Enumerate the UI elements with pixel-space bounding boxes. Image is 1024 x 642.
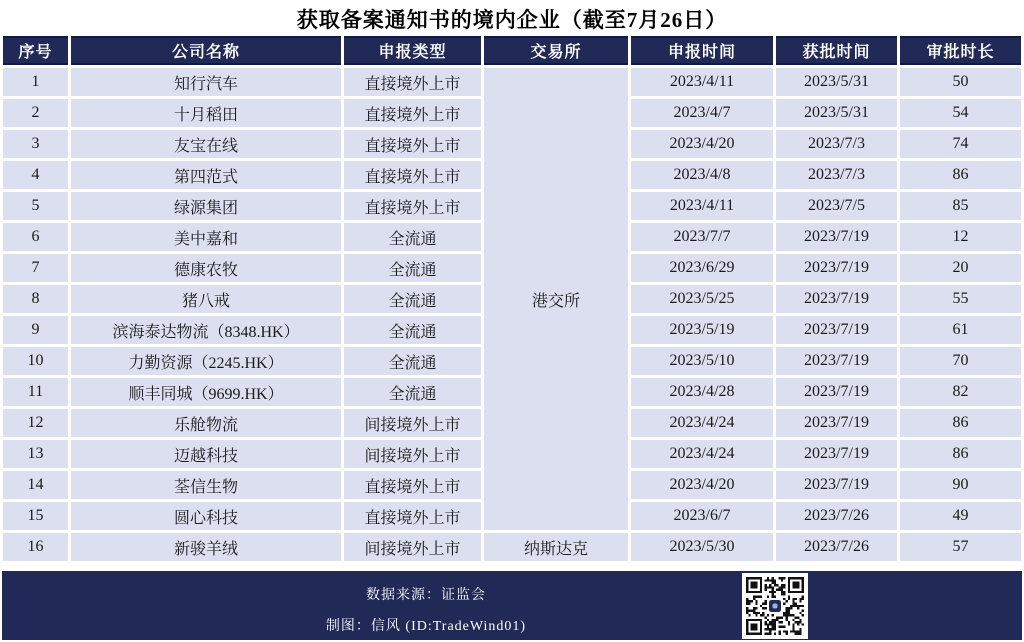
companies-table bbox=[0, 33, 1024, 564]
cell-index: 14 bbox=[3, 471, 68, 499]
cell-company: 迈越科技 bbox=[71, 440, 341, 468]
cell-duration: 86 bbox=[900, 440, 1021, 468]
cell-filed: 2023/4/8 bbox=[631, 161, 773, 189]
cell-company: 圆心科技 bbox=[71, 502, 341, 530]
data-source-label: 数据来源：证监会 bbox=[366, 588, 486, 603]
table-body bbox=[3, 68, 1021, 561]
cell-type: 直接境外上市 bbox=[344, 130, 481, 158]
cell-company: 荃信生物 bbox=[71, 471, 341, 499]
cell-company: 友宝在线 bbox=[71, 130, 341, 158]
cell-duration: 55 bbox=[900, 285, 1021, 313]
cell-company: 猪八戒 bbox=[71, 285, 341, 313]
cell-duration: 70 bbox=[900, 347, 1021, 375]
cell-index: 11 bbox=[3, 378, 68, 406]
cell-company: 美中嘉和 bbox=[71, 223, 341, 251]
col-header-index: 序号 bbox=[3, 36, 68, 65]
cell-type: 全流通 bbox=[344, 223, 481, 251]
cell-index: 9 bbox=[3, 316, 68, 344]
cell-type: 直接境外上市 bbox=[344, 161, 481, 189]
cell-index: 3 bbox=[3, 130, 68, 158]
cell-approved: 2023/7/19 bbox=[776, 285, 897, 313]
cell-company: 乐舱物流 bbox=[71, 409, 341, 437]
cell-index: 2 bbox=[3, 99, 68, 127]
cell-filed: 2023/5/10 bbox=[631, 347, 773, 375]
cell-type: 直接境外上市 bbox=[344, 99, 481, 127]
col-header-company: 公司名称 bbox=[71, 36, 341, 65]
cell-filed: 2023/5/30 bbox=[631, 533, 773, 561]
cell-exchange: 港交所 bbox=[484, 68, 628, 530]
cell-company: 绿源集团 bbox=[71, 192, 341, 220]
cell-approved: 2023/7/5 bbox=[776, 192, 897, 220]
cell-index: 4 bbox=[3, 161, 68, 189]
col-header-duration: 审批时长 bbox=[900, 36, 1021, 65]
col-header-filed: 申报时间 bbox=[631, 36, 773, 65]
cell-type: 全流通 bbox=[344, 347, 481, 375]
cell-type: 间接境外上市 bbox=[344, 533, 481, 561]
cell-index: 5 bbox=[3, 192, 68, 220]
cell-approved: 2023/7/19 bbox=[776, 378, 897, 406]
cell-company: 力勤资源（2245.HK） bbox=[71, 347, 341, 375]
cell-duration: 12 bbox=[900, 223, 1021, 251]
cell-exchange: 纳斯达克 bbox=[484, 533, 628, 561]
qr-code bbox=[742, 573, 808, 639]
table-row bbox=[3, 68, 1021, 96]
cell-index: 10 bbox=[3, 347, 68, 375]
cell-approved: 2023/7/26 bbox=[776, 502, 897, 530]
cell-type: 间接境外上市 bbox=[344, 440, 481, 468]
cell-duration: 86 bbox=[900, 409, 1021, 437]
cell-type: 直接境外上市 bbox=[344, 68, 481, 96]
cell-index: 7 bbox=[3, 254, 68, 282]
cell-index: 6 bbox=[3, 223, 68, 251]
cell-filed: 2023/6/7 bbox=[631, 502, 773, 530]
cell-type: 直接境外上市 bbox=[344, 192, 481, 220]
cell-duration: 49 bbox=[900, 502, 1021, 530]
footer-text bbox=[2, 571, 850, 640]
cell-filed: 2023/4/7 bbox=[631, 99, 773, 127]
cell-filed: 2023/5/25 bbox=[631, 285, 773, 313]
cell-type: 直接境外上市 bbox=[344, 471, 481, 499]
cell-filed: 2023/7/7 bbox=[631, 223, 773, 251]
col-header-type: 申报类型 bbox=[344, 36, 481, 65]
credit-label: 制图：信风 (ID:TradeWind01) bbox=[325, 619, 527, 634]
cell-type: 全流通 bbox=[344, 378, 481, 406]
cell-filed: 2023/5/19 bbox=[631, 316, 773, 344]
cell-filed: 2023/4/20 bbox=[631, 471, 773, 499]
cell-duration: 90 bbox=[900, 471, 1021, 499]
cell-duration: 74 bbox=[900, 130, 1021, 158]
cell-filed: 2023/4/20 bbox=[631, 130, 773, 158]
cell-approved: 2023/5/31 bbox=[776, 99, 897, 127]
cell-company: 德康农牧 bbox=[71, 254, 341, 282]
cell-approved: 2023/7/3 bbox=[776, 161, 897, 189]
cell-filed: 2023/4/11 bbox=[631, 192, 773, 220]
cell-company: 十月稻田 bbox=[71, 99, 341, 127]
qr-code-image bbox=[746, 577, 804, 635]
cell-index: 8 bbox=[3, 285, 68, 313]
cell-approved: 2023/7/19 bbox=[776, 316, 897, 344]
cell-approved: 2023/7/26 bbox=[776, 533, 897, 561]
table-row bbox=[3, 533, 1021, 561]
cell-company: 顺丰同城（9699.HK） bbox=[71, 378, 341, 406]
cell-type: 全流通 bbox=[344, 316, 481, 344]
cell-index: 16 bbox=[3, 533, 68, 561]
cell-index: 12 bbox=[3, 409, 68, 437]
cell-duration: 61 bbox=[900, 316, 1021, 344]
cell-index: 13 bbox=[3, 440, 68, 468]
cell-approved: 2023/5/31 bbox=[776, 68, 897, 96]
cell-filed: 2023/4/24 bbox=[631, 409, 773, 437]
cell-type: 全流通 bbox=[344, 254, 481, 282]
cell-approved: 2023/7/19 bbox=[776, 347, 897, 375]
col-header-exchange: 交易所 bbox=[484, 36, 628, 65]
cell-duration: 50 bbox=[900, 68, 1021, 96]
cell-duration: 86 bbox=[900, 161, 1021, 189]
cell-approved: 2023/7/19 bbox=[776, 471, 897, 499]
cell-filed: 2023/4/24 bbox=[631, 440, 773, 468]
cell-duration: 85 bbox=[900, 192, 1021, 220]
cell-index: 1 bbox=[3, 68, 68, 96]
cell-type: 间接境外上市 bbox=[344, 409, 481, 437]
footer bbox=[2, 571, 1022, 640]
cell-type: 直接境外上市 bbox=[344, 502, 481, 530]
cell-company: 知行汽车 bbox=[71, 68, 341, 96]
cell-filed: 2023/6/29 bbox=[631, 254, 773, 282]
cell-approved: 2023/7/19 bbox=[776, 223, 897, 251]
cell-company: 滨海泰达物流（8348.HK） bbox=[71, 316, 341, 344]
cell-type: 全流通 bbox=[344, 285, 481, 313]
header-row bbox=[3, 36, 1021, 65]
cell-approved: 2023/7/19 bbox=[776, 440, 897, 468]
cell-duration: 57 bbox=[900, 533, 1021, 561]
cell-duration: 54 bbox=[900, 99, 1021, 127]
cell-approved: 2023/7/19 bbox=[776, 409, 897, 437]
cell-duration: 20 bbox=[900, 254, 1021, 282]
cell-duration: 82 bbox=[900, 378, 1021, 406]
cell-company: 第四范式 bbox=[71, 161, 341, 189]
cell-company: 新骏羊绒 bbox=[71, 533, 341, 561]
col-header-approved: 获批时间 bbox=[776, 36, 897, 65]
table-header bbox=[3, 36, 1021, 65]
cell-approved: 2023/7/19 bbox=[776, 254, 897, 282]
cell-index: 15 bbox=[3, 502, 68, 530]
cell-approved: 2023/7/3 bbox=[776, 130, 897, 158]
page-title: 获取备案通知书的境内企业（截至7月26日） bbox=[296, 8, 728, 32]
cell-filed: 2023/4/11 bbox=[631, 68, 773, 96]
cell-filed: 2023/4/28 bbox=[631, 378, 773, 406]
